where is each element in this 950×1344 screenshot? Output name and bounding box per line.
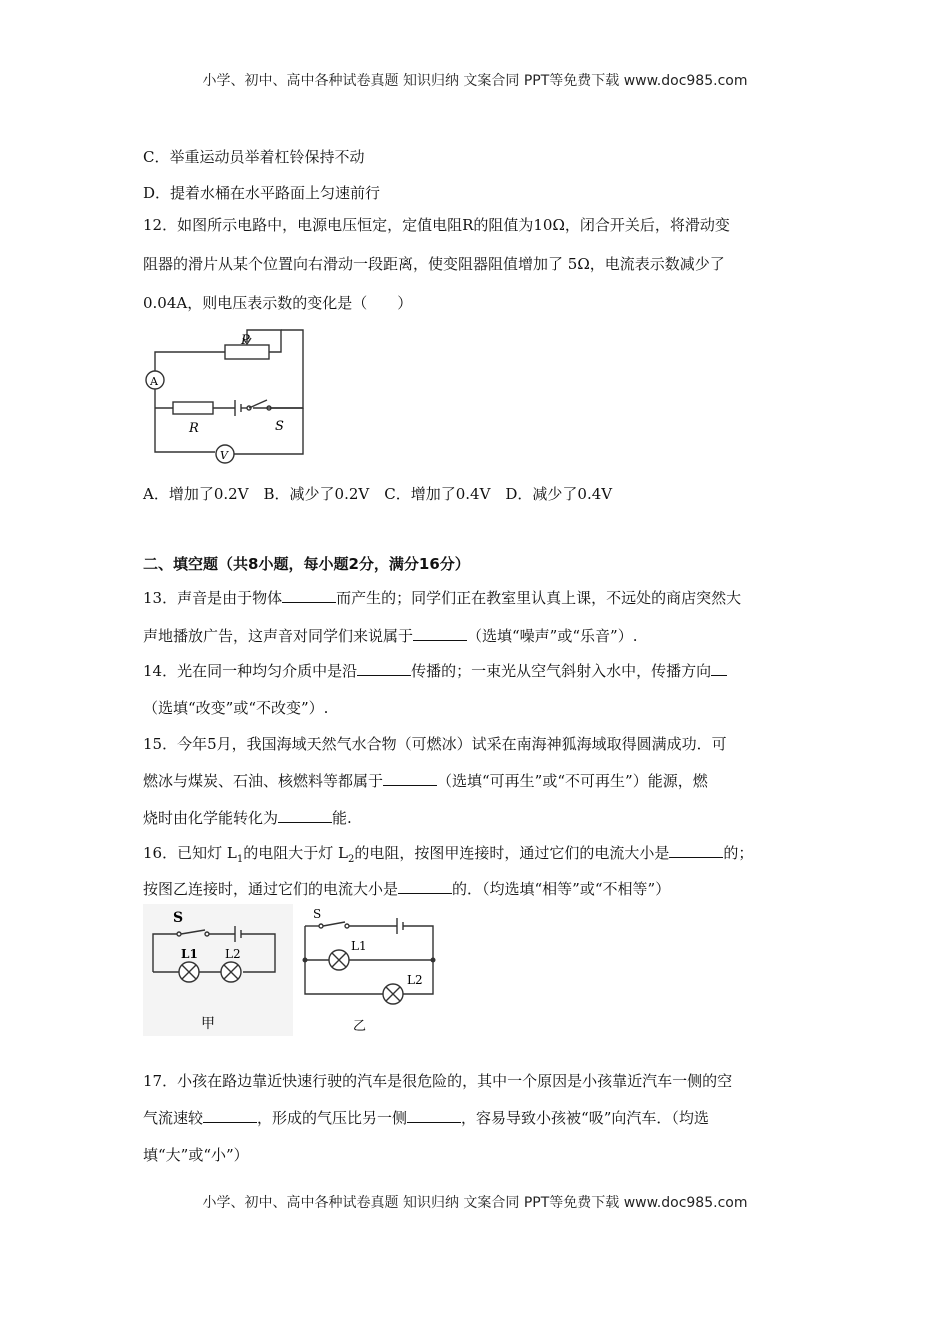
q13-text-c: 声地播放广告，这声音对同学们来说属于 bbox=[143, 627, 414, 645]
q15-text-a: 燃冰与煤炭、石油、核燃料等都属于 bbox=[143, 772, 384, 790]
q14-blank-1 bbox=[357, 661, 411, 676]
q13-text-b: 而产生的；同学们正在教室里认真上课，不远处的商店突然大 bbox=[336, 589, 742, 607]
q16-text-c: 的电阻，按图甲连接时，通过它们的电流大小是 bbox=[354, 844, 670, 862]
page-footer: 小学、初中、高中各种试卷真题 知识归纳 文案合同 PPT等免费下载 www.doc985.com bbox=[202, 1195, 748, 1211]
q16-circuit-figures bbox=[143, 904, 443, 1038]
q15-text-c: 烧时由化学能转化为 bbox=[143, 809, 279, 827]
left-caption: 甲 bbox=[201, 1016, 215, 1032]
q13-blank-1 bbox=[282, 588, 336, 603]
q16-text-a: 16．已知灯 L bbox=[143, 844, 237, 862]
q17-text-c: ，容易导致小孩被“吸”向汽车．（均选 bbox=[461, 1109, 709, 1127]
wire-right bbox=[253, 332, 303, 408]
label-p: P bbox=[241, 333, 250, 348]
wire-left bbox=[155, 389, 215, 452]
q12-line-3: 0.04A，则电压表示数的变化是（ ） bbox=[143, 294, 413, 312]
circuit-wire-top bbox=[155, 352, 225, 380]
q17-text-b: ，形成的气压比另一侧 bbox=[257, 1109, 408, 1127]
q15-blank-1 bbox=[383, 771, 437, 786]
q14-line-2: （选填“改变”或“不改变”）. bbox=[143, 699, 329, 717]
q15-line-3 bbox=[143, 807, 352, 828]
right-label-l1: L1 bbox=[351, 939, 367, 953]
q17-line-2 bbox=[143, 1107, 709, 1128]
label-r: R bbox=[189, 421, 199, 436]
q14-blank-2 bbox=[711, 661, 727, 676]
q17-blank-1 bbox=[203, 1108, 257, 1123]
right-label-l2: L2 bbox=[407, 973, 423, 987]
battery-symbol bbox=[235, 400, 241, 416]
q15-line-1: 15．今年5月，我国海域天然气水合物（可燃冰）试采在南海神狐海域取得圆满成功．可 bbox=[143, 735, 727, 753]
q15-line-2 bbox=[143, 770, 708, 791]
q17-line-1: 17．小孩在路边靠近快速行驶的汽车是很危险的，其中一个原因是小孩靠近汽车一侧的空 bbox=[143, 1072, 733, 1090]
q16-text-d: 的； bbox=[723, 844, 754, 862]
q15-text-d: 能. bbox=[332, 809, 352, 827]
q16-text-b: 的电阻大于灯 L bbox=[243, 844, 348, 862]
q16-sub-1: 1 bbox=[236, 854, 244, 865]
q14-text-a: 14．光在同一种均匀介质中是沿 bbox=[143, 662, 358, 680]
q13-line-2 bbox=[143, 625, 637, 646]
switch-lever bbox=[249, 400, 267, 408]
q17-blank-2 bbox=[407, 1108, 461, 1123]
q11-option-c: C．举重运动员举着杠铃保持不动 bbox=[143, 148, 365, 166]
q12-options: A．增加了0.2V B．减少了0.2V C．增加了0.4V D．减少了0.4V bbox=[143, 485, 613, 503]
resistor-r bbox=[173, 402, 213, 414]
q15-text-b: （选填“可再生”或“不可再生”）能源，燃 bbox=[437, 772, 708, 790]
left-label-l1: L1 bbox=[181, 947, 198, 961]
q13-blank-2 bbox=[413, 626, 467, 641]
page-header: 小学、初中、高中各种试卷真题 知识归纳 文案合同 PPT等免费下载 www.doc985.com bbox=[202, 73, 748, 89]
q12-line-2: 阻器的滑片从某个位置向右滑动一段距离，使变阻器阻值增加了 5Ω，电流表示数减少了 bbox=[143, 255, 725, 273]
q16-blank-1 bbox=[669, 843, 723, 858]
q16-line-1 bbox=[143, 842, 753, 865]
q11-option-d: D．提着水桶在水平路面上匀速前行 bbox=[143, 184, 381, 202]
q17-text-a: 气流速较 bbox=[143, 1109, 204, 1127]
section-2-title: 二、填空题（共8小题，每小题2分，满分16分） bbox=[143, 555, 470, 573]
right-caption: 乙 bbox=[353, 1019, 367, 1034]
label-v: V bbox=[220, 449, 228, 462]
label-a: A bbox=[150, 375, 158, 388]
right-battery bbox=[397, 918, 403, 934]
q16-sub-2: 2 bbox=[347, 854, 355, 865]
q16-text-e: 按图乙连接时，通过它们的电流大小是 bbox=[143, 880, 399, 898]
q17-line-3: 填“大”或“小”） bbox=[143, 1146, 249, 1164]
label-s: S bbox=[275, 419, 284, 434]
left-label-l2: L2 bbox=[225, 947, 241, 961]
q15-blank-2 bbox=[278, 808, 332, 823]
q12-circuit-figure bbox=[143, 322, 313, 470]
q16-line-2 bbox=[143, 878, 670, 899]
q16-blank-2 bbox=[398, 879, 452, 894]
q13-text-a: 13．声音是由于物体 bbox=[143, 589, 283, 607]
q12-line-1: 12．如图所示电路中，电源电压恒定，定值电阻R的阻值为10Ω，闭合开关后，将滑动变 bbox=[143, 216, 730, 234]
q13-line-1 bbox=[143, 587, 741, 608]
q13-text-d: （选填“噪声”或“乐音”）. bbox=[467, 627, 638, 645]
left-label-s: S bbox=[173, 910, 184, 926]
q14-line-1 bbox=[143, 660, 727, 681]
q14-text-b: 传播的；一束光从空气斜射入水中，传播方向 bbox=[411, 662, 712, 680]
right-label-s: S bbox=[313, 907, 322, 921]
q16-text-f: 的．（均选填“相等”或“不相等”） bbox=[452, 880, 671, 898]
